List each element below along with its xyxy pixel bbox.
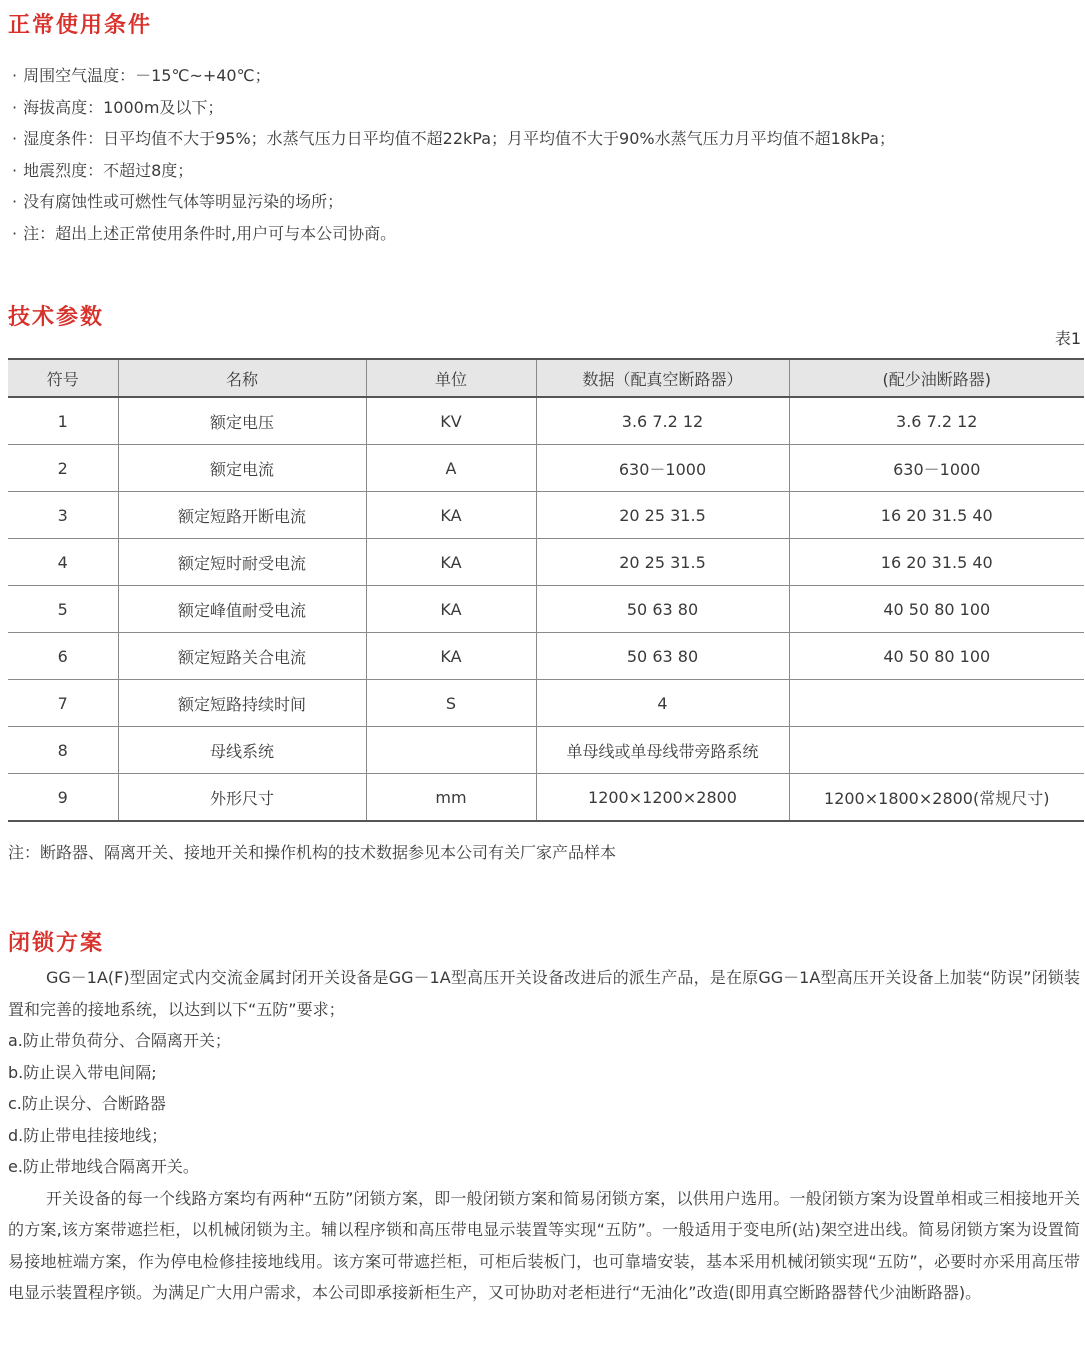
table-cell: 额定电压 xyxy=(118,397,366,445)
table-cell: 50 63 80 xyxy=(536,633,789,680)
table-row xyxy=(8,586,1084,633)
lock-intro: GG－1A(F)型固定式内交流金属封闭开关设备是GG－1A型高压开关设备改进后的派生产品，是在原GG－1A型高压开关设备上加装“防误”闭锁装置和完善的接地系统，以达到以下“五防”要求； xyxy=(8,968,1080,1019)
table-cell: 1 xyxy=(8,397,118,445)
table-cell: S xyxy=(366,680,536,727)
list-item: c.防止误分、合断路器 xyxy=(8,1094,166,1113)
table-row xyxy=(8,445,1084,492)
list-item: · 地震烈度：不超过8度； xyxy=(12,155,895,187)
table-cell: A xyxy=(366,445,536,492)
table-cell: 630－1000 xyxy=(789,445,1084,492)
table-cell: 6 xyxy=(8,633,118,680)
table-cell: 20 25 31.5 xyxy=(536,539,789,586)
table-row xyxy=(8,774,1084,822)
table-cell: 1200×1200×2800 xyxy=(536,774,789,822)
table-cell: 额定短时耐受电流 xyxy=(118,539,366,586)
table-cell: KA xyxy=(366,586,536,633)
table-cell: 7 xyxy=(8,680,118,727)
table-cell: 3.6 7.2 12 xyxy=(789,397,1084,445)
table-cell: mm xyxy=(366,774,536,822)
table-cell: 额定短路开断电流 xyxy=(118,492,366,539)
conditions-list xyxy=(12,60,895,249)
table-cell: 外形尺寸 xyxy=(118,774,366,822)
list-item: b.防止误入带电间隔; xyxy=(8,1062,157,1082)
table-row xyxy=(8,680,1084,727)
header-cell: 名称 xyxy=(118,359,366,397)
table-cell: 3.6 7.2 12 xyxy=(536,397,789,445)
table-caption: 表1 xyxy=(1054,329,1081,348)
params-title: 技术参数 xyxy=(8,305,105,330)
params-note: 注：断路器、隔离开关、接地开关和操作机构的技术数据参见本公司有关厂家产品样本 xyxy=(8,843,617,862)
table-cell: 额定峰值耐受电流 xyxy=(118,586,366,633)
table-cell: 5 xyxy=(8,586,118,633)
table-cell: KA xyxy=(366,539,536,586)
table-cell: 额定短路关合电流 xyxy=(118,633,366,680)
list-item: · 注：超出上述正常使用条件时,用户可与本公司协商。 xyxy=(12,218,895,250)
table-cell xyxy=(789,680,1084,727)
table-header-row xyxy=(8,359,1084,397)
table-cell: KA xyxy=(366,633,536,680)
table-cell: 4 xyxy=(8,539,118,586)
table-cell: 单母线或单母线带旁路系统 xyxy=(536,727,789,774)
table-cell: KA xyxy=(366,492,536,539)
header-cell: (配少油断路器) xyxy=(789,359,1084,397)
table-cell: 16 20 31.5 40 xyxy=(789,539,1084,586)
list-item: · 周围空气温度：－15℃~+40℃； xyxy=(12,60,895,92)
table-cell: KV xyxy=(366,397,536,445)
table-cell: 2 xyxy=(8,445,118,492)
table-cell: 母线系统 xyxy=(118,727,366,774)
table-cell: 额定电流 xyxy=(118,445,366,492)
lock-title: 闭锁方案 xyxy=(8,931,105,956)
table-cell: 40 50 80 100 xyxy=(789,586,1084,633)
params-table xyxy=(8,358,1084,822)
table-cell: 630－1000 xyxy=(536,445,789,492)
table-cell: 3 xyxy=(8,492,118,539)
list-item: d.防止带电挂接地线； xyxy=(8,1125,168,1145)
list-item: · 没有腐蚀性或可燃性气体等明显污染的场所； xyxy=(12,186,895,218)
list-item: e.防止带地线合隔离开关。 xyxy=(8,1157,199,1176)
table-row xyxy=(8,492,1084,539)
table-cell: 40 50 80 100 xyxy=(789,633,1084,680)
table-row xyxy=(8,539,1084,586)
table-row xyxy=(8,633,1084,680)
table-cell xyxy=(366,727,536,774)
table-cell: 8 xyxy=(8,727,118,774)
conditions-title: 正常使用条件 xyxy=(8,13,153,38)
header-cell: 符号 xyxy=(8,359,118,397)
table-row xyxy=(8,397,1084,445)
lock-section xyxy=(8,962,1080,1309)
header-cell: 数据（配真空断路器） xyxy=(536,359,789,397)
lock-body: 开关设备的每一个线路方案均有两种“五防”闭锁方案，即一般闭锁方案和简易闭锁方案，以供用户选用。一般闭锁方案为设置单相或三相接地开关的方案,该方案带遮拦柜，以机械闭锁为主。辅以程序锁和高压带电显示装置等实现“五防”。一般适用于变电所(站)架空进出线。简易闭锁方案为设置简易接地桩端方案，作为停电检修挂接地线用。该方案可带遮拦柜，可柜后装板门，也可靠墙安装，基本采用机械闭锁实现“五防”，必要时亦采用高压带电显示装置程序锁。为满足广大用户需求，本公司即承接新柜生产，又可协助对老柜进行“无油化”改造(即用真空断路器替代少油断路器)。 xyxy=(8,1188,1080,1302)
table-cell xyxy=(789,727,1084,774)
table-cell: 4 xyxy=(536,680,789,727)
table-cell: 16 20 31.5 40 xyxy=(789,492,1084,539)
list-item: · 湿度条件：日平均值不大于95%；水蒸气压力日平均值不超22kPa；月平均值不大于90%水蒸气压力月平均值不超18kPa； xyxy=(12,123,895,155)
table-cell: 9 xyxy=(8,774,118,822)
table-cell: 1200×1800×2800(常规尺寸) xyxy=(789,774,1084,822)
table-cell: 额定短路持续时间 xyxy=(118,680,366,727)
table-cell: 50 63 80 xyxy=(536,586,789,633)
table-cell: 20 25 31.5 xyxy=(536,492,789,539)
list-item: · 海拔高度：1000m及以下； xyxy=(12,92,895,124)
list-item: a.防止带负荷分、合隔离开关； xyxy=(8,1031,231,1050)
header-cell: 单位 xyxy=(366,359,536,397)
table-row xyxy=(8,727,1084,774)
